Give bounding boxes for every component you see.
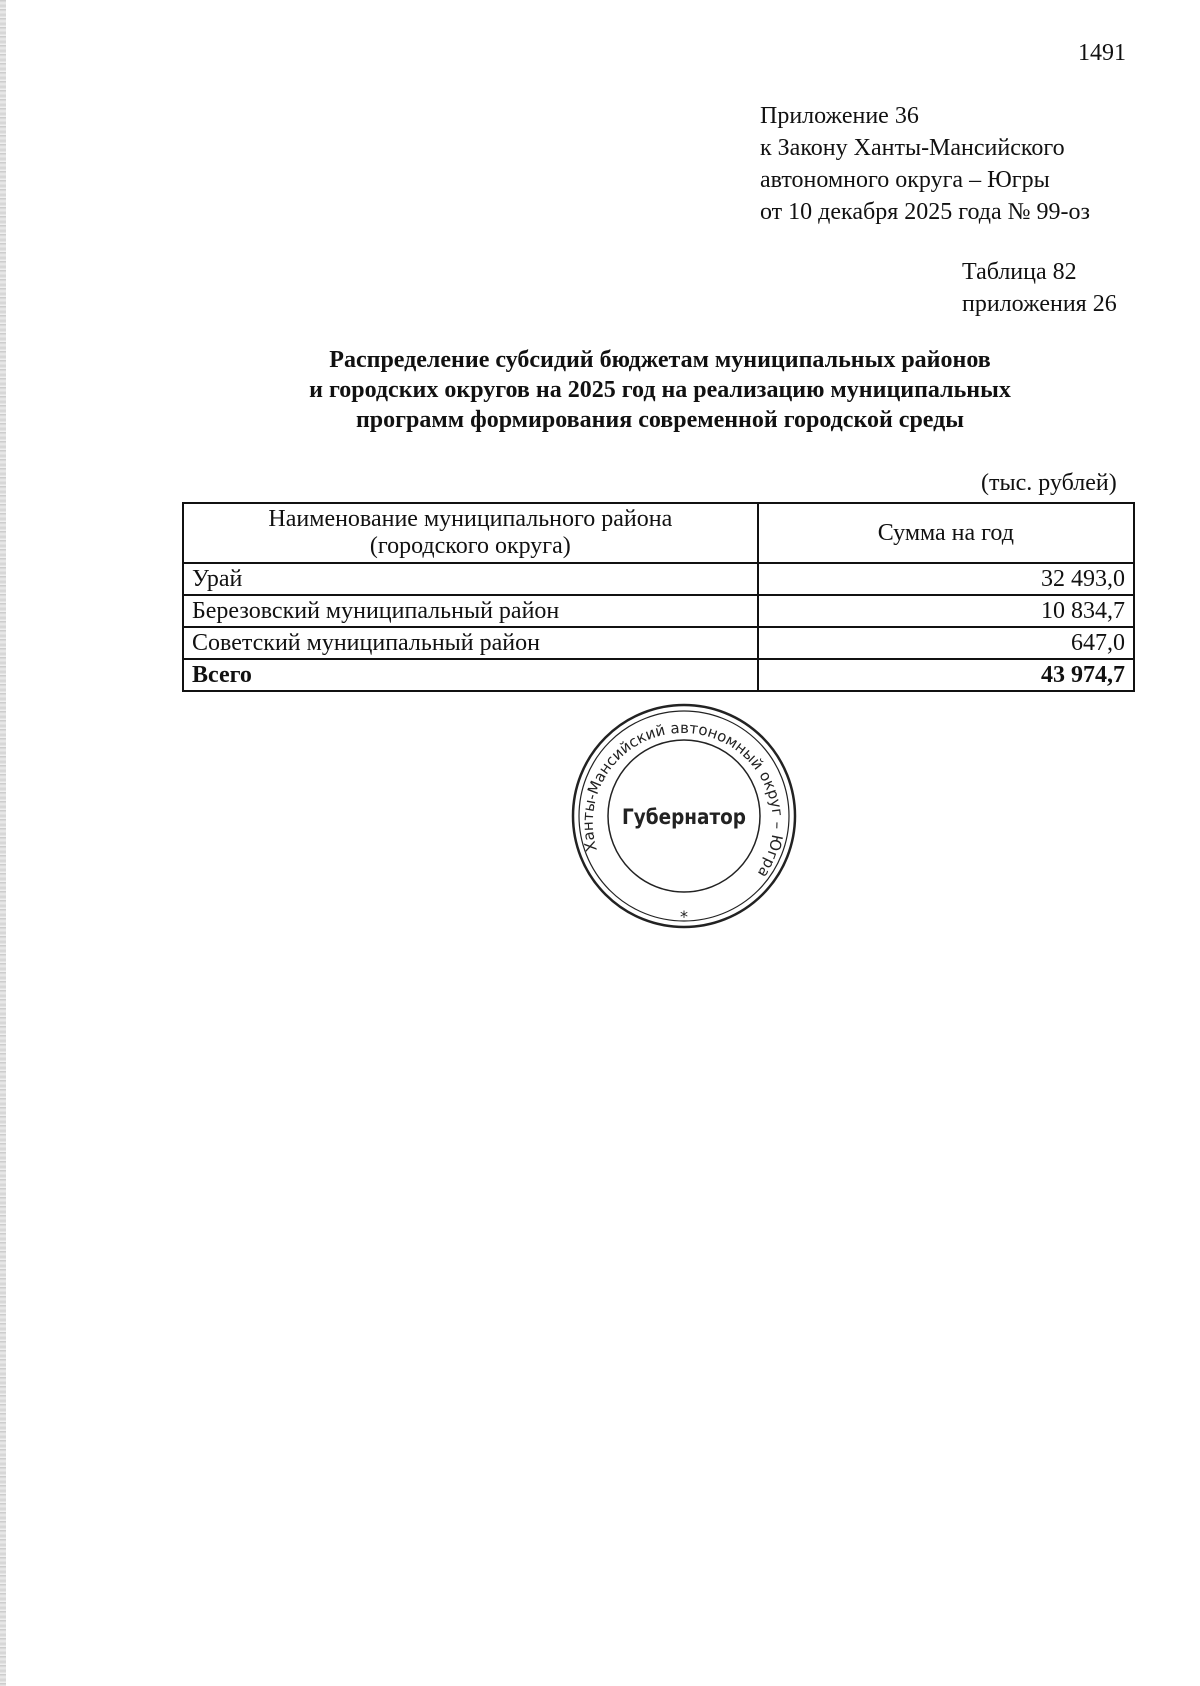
table-row xyxy=(183,595,1134,627)
seal-ring-text-path: Ханты-Мансийский автономный округ – Югра xyxy=(578,718,787,881)
scan-edge xyxy=(0,0,6,1686)
header-name-line: (городского округа) xyxy=(369,533,571,559)
annex-line: к Закону Ханты-Мансийского xyxy=(760,135,1065,161)
header-name-line: Наименование муниципального района xyxy=(268,506,673,532)
total-name: Всего xyxy=(183,659,758,691)
table-ref-line: приложения 26 xyxy=(962,291,1117,317)
table-ref-line: Таблица 82 xyxy=(962,259,1077,285)
document-title xyxy=(180,345,1140,435)
annex-line: Приложение 36 xyxy=(760,103,919,129)
annex-line: автономного округа – Югры xyxy=(760,167,1050,193)
row-name: Советский муниципальный район xyxy=(183,627,758,659)
row-sum: 10 834,7 xyxy=(758,595,1134,627)
table-row xyxy=(183,627,1134,659)
title-line: программ формирования современной городской среды xyxy=(355,407,965,433)
row-name: Березовский муниципальный район xyxy=(183,595,758,627)
title-line: Распределение субсидий бюджетам муниципальных районов xyxy=(329,347,991,373)
table-row xyxy=(183,563,1134,595)
row-name: Урай xyxy=(183,563,758,595)
table-reference xyxy=(962,256,1117,320)
header-sum: Сумма на год xyxy=(758,503,1134,563)
total-sum: 43 974,7 xyxy=(758,659,1134,691)
table-header-row xyxy=(183,503,1134,563)
official-seal xyxy=(568,700,800,932)
header-name xyxy=(183,503,758,563)
row-sum: 32 493,0 xyxy=(758,563,1134,595)
annex-line: от 10 декабря 2025 года № 99-оз xyxy=(760,199,1091,225)
title-line: и городских округов на 2025 год на реализацию муниципальных xyxy=(309,377,1011,403)
page-number: 1491 xyxy=(1078,40,1126,66)
subsidy-table xyxy=(182,502,1135,692)
seal-center-text: Губернатор xyxy=(622,805,746,829)
annex-reference xyxy=(760,100,1090,228)
total-row xyxy=(183,659,1134,691)
units-label: (тыс. рублей) xyxy=(981,470,1117,496)
seal-star: * xyxy=(680,907,688,926)
row-sum: 647,0 xyxy=(758,627,1134,659)
